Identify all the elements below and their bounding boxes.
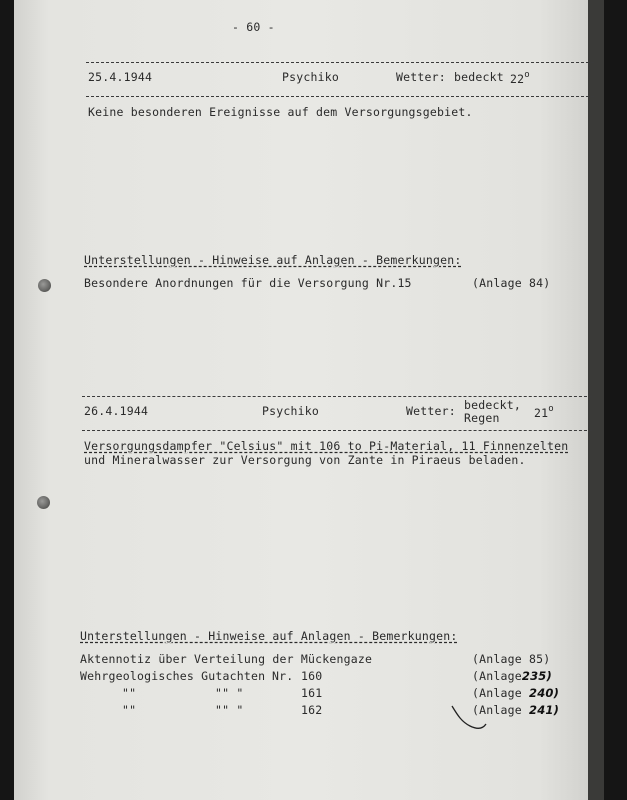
attachment-number-handwritten: 240) <box>529 686 560 700</box>
entry-place: Psychiko <box>282 70 339 84</box>
entry-top-rule <box>82 396 592 397</box>
page-edge-shadow <box>588 0 604 800</box>
entry-header-rule <box>82 430 592 431</box>
entry-header-rule <box>86 96 594 97</box>
punch-hole-bottom <box>37 496 50 509</box>
remark-ditto: "" <box>122 686 137 700</box>
weather-label: Wetter: <box>396 70 446 84</box>
page-number: - 60 - <box>232 20 275 34</box>
remark-ditto: "" <box>122 703 137 717</box>
remark-ditto: "" " <box>215 686 244 700</box>
handwritten-tick-mark <box>448 700 492 736</box>
temperature-value: 21 <box>534 406 549 420</box>
temperature-value: 22 <box>510 72 525 86</box>
remark-attachment <box>472 669 552 683</box>
remark-attachment <box>472 652 550 666</box>
degree-sign: o <box>524 70 530 80</box>
attachment-prefix: (Anlage <box>472 652 522 666</box>
entry-body-line: und Mineralwasser zur Versorgung von Zante in Piraeus beladen. <box>84 453 526 467</box>
entry-date: 25.4.1944 <box>88 70 153 84</box>
weather-value-line2: Regen <box>464 411 500 425</box>
attachment-prefix: (Anlage <box>472 669 522 683</box>
remark-text: Besondere Anordnungen für die Versorgung Nr.15 <box>84 276 412 290</box>
attachment-number: 85) <box>529 652 551 666</box>
remark-number: 161 <box>301 686 323 700</box>
punch-hole-top <box>38 279 51 292</box>
remark-text: Wehrgeologisches Gutachten <box>80 669 266 683</box>
attachment-number-handwritten: 241) <box>529 703 560 717</box>
remark-number: 160 <box>301 669 323 683</box>
remark-ditto: Nr. <box>272 669 294 683</box>
remarks-heading: Unterstellungen - Hinweise auf Anlagen - Bemerkungen: <box>80 629 458 643</box>
attachment-number-handwritten: 235) <box>521 669 552 683</box>
remark-number: 162 <box>301 703 323 717</box>
entry-body-line: Keine besonderen Ereignisse auf dem Versorgungsgebiet. <box>88 105 473 119</box>
attachment-prefix: (Anlage <box>472 686 522 700</box>
entry-top-rule <box>86 62 594 63</box>
remark-text: Aktennotiz über Verteilung der Mückengaze <box>80 652 373 666</box>
remark-attachment: (Anlage 84) <box>472 276 551 290</box>
remark-ditto: "" " <box>215 703 244 717</box>
remark-attachment <box>472 686 559 700</box>
entry-date: 26.4.1944 <box>84 404 149 418</box>
weather-label: Wetter: <box>406 404 456 418</box>
entry-body-line: Versorgungsdampfer "Celsius" mit 106 to Pi-Material, 11 Finnenzelten <box>84 439 569 453</box>
weather-value-line1: bedeckt, <box>464 398 521 412</box>
weather-value: bedeckt <box>454 70 504 84</box>
entry-place: Psychiko <box>262 404 319 418</box>
temperature <box>510 70 530 86</box>
remarks-heading: Unterstellungen - Hinweise auf Anlagen - Bemerkungen: <box>84 253 462 267</box>
degree-sign: o <box>548 404 554 414</box>
temperature <box>534 404 554 420</box>
attachment-prefix: (Anlage <box>472 703 522 717</box>
